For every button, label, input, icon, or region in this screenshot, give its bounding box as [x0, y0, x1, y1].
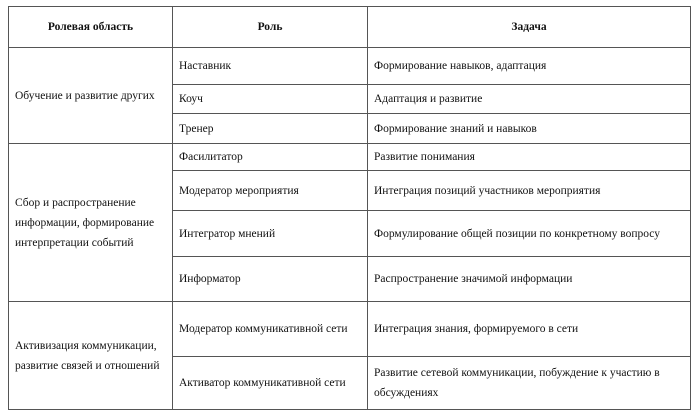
- task-cell: Формирование знаний и навыков: [368, 114, 691, 144]
- header-role: Роль: [173, 7, 368, 48]
- role-cell: Тренер: [173, 114, 368, 144]
- area-cell: Обучение и развитие других: [9, 48, 173, 144]
- role-cell: Модератор коммуникативной сети: [173, 302, 368, 357]
- task-cell: Формирование навыков, адаптация: [368, 48, 691, 85]
- task-cell: Интеграция знания, формируемого в сети: [368, 302, 691, 357]
- role-cell: Интегратор мнений: [173, 211, 368, 257]
- roles-table: [8, 6, 691, 410]
- role-cell: Наставник: [173, 48, 368, 85]
- header-area: Ролевая область: [9, 7, 173, 48]
- role-cell: Активатор коммуникативной сети: [173, 357, 368, 410]
- role-cell: Информатор: [173, 257, 368, 302]
- role-cell: Коуч: [173, 85, 368, 114]
- area-cell: Сбор и распространение информации, формирование интерпретации событий: [9, 144, 173, 302]
- header-task: Задача: [368, 7, 691, 48]
- task-cell: Формулирование общей позиции по конкретному вопросу: [368, 211, 691, 257]
- table-row: [9, 302, 691, 357]
- task-cell: Интеграция позиций участников мероприятия: [368, 171, 691, 211]
- role-cell: Модератор мероприятия: [173, 171, 368, 211]
- task-cell: Адаптация и развитие: [368, 85, 691, 114]
- task-cell: Распространение значимой информации: [368, 257, 691, 302]
- task-cell: Развитие понимания: [368, 144, 691, 171]
- task-cell: Развитие сетевой коммуникации, побуждение к участию в обсуждениях: [368, 357, 691, 410]
- table-row: [9, 48, 691, 85]
- role-cell: Фасилитатор: [173, 144, 368, 171]
- area-cell: Активизация коммуникации, развитие связей и отношений: [9, 302, 173, 410]
- header-row: [9, 7, 691, 48]
- table-row: [9, 144, 691, 171]
